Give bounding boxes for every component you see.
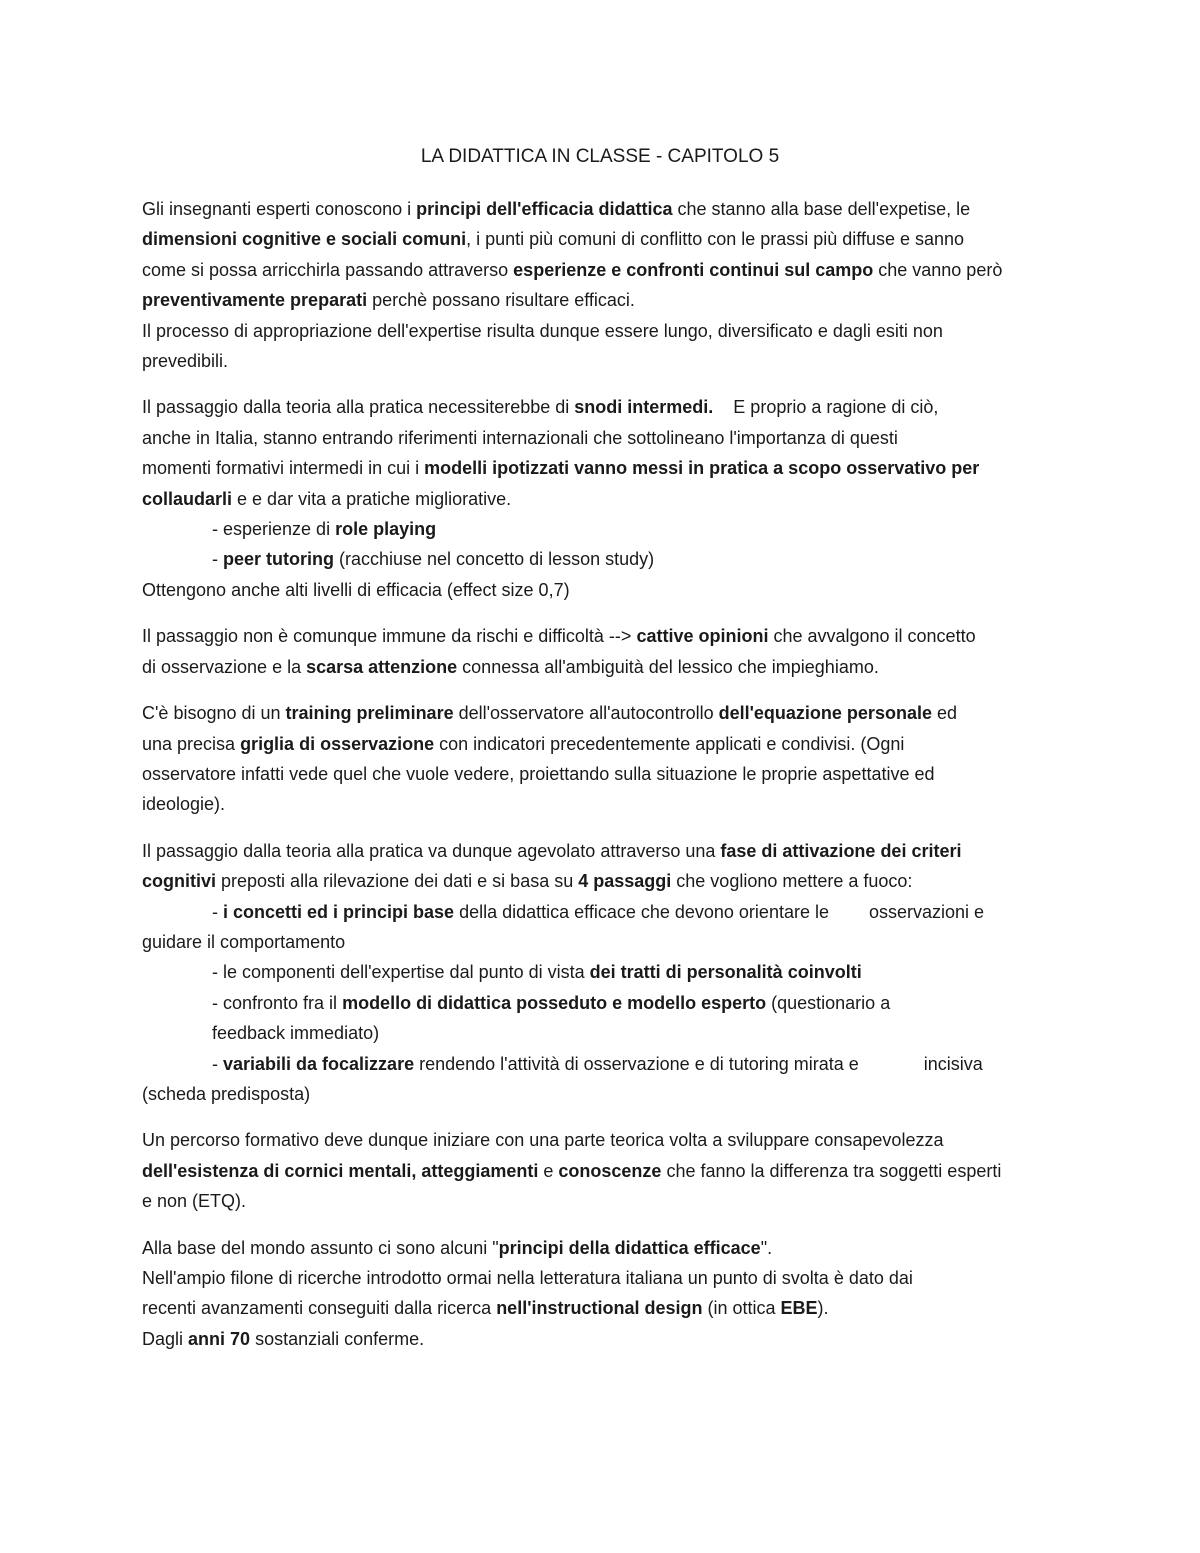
bold-text: modello di didattica posseduto e modello esperto — [342, 992, 767, 1013]
text-run: (in ottica — [702, 1298, 781, 1319]
text-line — [142, 1125, 1062, 1155]
bold-text: collaudarli — [142, 488, 233, 509]
text-run: che vanno però — [873, 259, 1003, 280]
text-run: Il processo di appropriazione dell'expertise risulta dunque essere lungo, diversificato e dagli esiti non — [142, 320, 943, 341]
text-line — [142, 224, 1062, 254]
text-line — [142, 927, 1062, 957]
bold-text: fase di attivazione dei criteri — [720, 840, 962, 861]
bold-text: griglia di osservazione — [240, 733, 435, 754]
text-run: - le componenti dell'expertise dal punto di vista — [212, 962, 590, 983]
text-line — [142, 729, 1062, 759]
text-run: una precisa — [142, 733, 241, 754]
bold-text: dimensioni cognitive e sociali comuni — [142, 229, 467, 250]
paragraph — [142, 621, 1062, 682]
text-run: ". — [760, 1237, 773, 1258]
text-line — [142, 836, 1062, 866]
text-line — [142, 1079, 1062, 1109]
text-run: come si possa arricchirla passando attraverso — [142, 259, 514, 280]
list-item-line — [142, 957, 1062, 987]
text-run: E proprio a ragione di ciò, — [713, 397, 939, 418]
bold-text: variabili da focalizzare — [223, 1053, 415, 1074]
text-run: Dagli — [142, 1328, 189, 1349]
bold-text: principi della didattica efficace — [498, 1237, 761, 1258]
text-run: , i punti più comuni di conflitto con le prassi più diffuse e sanno — [466, 229, 965, 250]
text-line — [142, 423, 1062, 453]
text-run: che avvalgono il concetto — [768, 626, 976, 647]
text-line — [142, 255, 1062, 285]
text-run: perchè possano risultare efficaci. — [367, 290, 635, 311]
text-run: - esperienze di — [212, 519, 336, 540]
text-line — [142, 1186, 1062, 1216]
list-item-line — [142, 514, 1062, 544]
paragraph — [142, 392, 1062, 605]
text-line — [142, 316, 1062, 346]
text-line — [142, 1293, 1062, 1323]
text-run: dell'osservatore all'autocontrollo — [453, 703, 719, 724]
list-item-line — [142, 988, 1062, 1018]
paragraph — [142, 194, 1062, 376]
bold-text: EBE — [780, 1298, 818, 1319]
text-run: osservatore infatti vede quel che vuole vedere, proiettando sulla situazione le proprie aspettative ed — [142, 763, 935, 784]
bold-text: esperienze e confronti continui sul campo — [513, 259, 874, 280]
text-run: (questionario a — [766, 992, 891, 1013]
bold-text: anni 70 — [188, 1328, 251, 1349]
text-run: Gli insegnanti esperti conoscono i — [142, 199, 417, 219]
text-run: e e dar vita a pratiche migliorative. — [232, 488, 512, 509]
text-run: (racchiuse nel concetto di lesson study) — [334, 549, 655, 570]
text-line — [142, 759, 1062, 789]
text-line — [142, 652, 1062, 682]
text-line — [142, 392, 1062, 422]
text-run: momenti formativi intermedi in cui i — [142, 458, 425, 479]
bold-text: role playing — [335, 519, 437, 540]
list-item-line — [142, 1049, 1062, 1079]
text-line — [142, 194, 1062, 224]
text-line — [142, 346, 1062, 376]
text-run: che stanno alla base dell'expetise, le — [672, 199, 971, 219]
list-item-line — [142, 544, 1062, 574]
bold-text: dell'equazione personale — [718, 703, 932, 724]
text-run: Un percorso formativo deve dunque iniziare con una parte teorica volta a sviluppare consapevolezza — [142, 1130, 944, 1151]
paragraph — [142, 836, 1062, 1110]
text-run: - — [212, 549, 223, 570]
text-line — [142, 1156, 1062, 1186]
text-run: rendendo l'attività di osservazione e di tutoring mirata e incisiva — [414, 1053, 983, 1074]
text-run: di osservazione e la — [142, 656, 307, 677]
text-line — [142, 484, 1062, 514]
bold-text: nell'instructional design — [496, 1298, 703, 1319]
text-line — [142, 789, 1062, 819]
text-run: recenti avanzamenti conseguiti dalla ricerca — [142, 1298, 497, 1319]
bold-text: i concetti ed i principi base — [223, 901, 455, 922]
bold-text: cattive opinioni — [636, 626, 769, 647]
text-line — [142, 1263, 1062, 1293]
text-line — [142, 1233, 1062, 1263]
text-run: Il passaggio dalla teoria alla pratica necessiterebbe di — [142, 397, 575, 418]
text-run: C'è bisogno di un — [142, 703, 286, 724]
text-run: ed — [931, 703, 957, 724]
list-item-line — [142, 897, 1062, 927]
text-line — [142, 698, 1062, 728]
bold-text: cognitivi — [142, 871, 217, 892]
bold-text: principi dell'efficacia didattica — [416, 199, 673, 219]
text-line — [142, 1324, 1062, 1354]
bold-text: dei tratti di personalità coinvolti — [589, 962, 862, 983]
text-run: feedback immediato) — [212, 1023, 380, 1044]
bold-text: scarsa attenzione — [306, 656, 458, 677]
text-run: e — [538, 1160, 559, 1181]
text-run: Alla base del mondo assunto ci sono alcuni " — [142, 1237, 499, 1258]
text-run: Ottengono anche alti livelli di efficacia (effect size 0,7) — [142, 579, 570, 600]
text-line — [142, 621, 1062, 651]
text-run: ). — [817, 1298, 829, 1319]
bold-text: conoscenze — [558, 1160, 662, 1181]
document-body — [142, 194, 1062, 1370]
text-run: - — [212, 901, 223, 922]
list-item-line — [142, 1018, 1062, 1048]
text-run: - — [212, 1053, 223, 1074]
text-line — [142, 285, 1062, 315]
text-run: prevedibili. — [142, 351, 229, 372]
text-run: connessa all'ambiguità del lessico che impieghiamo. — [457, 656, 879, 677]
bold-text: preventivamente preparati — [142, 290, 368, 311]
bold-text: modelli ipotizzati vanno messi in pratica a scopo osservativo per — [424, 458, 980, 479]
text-run: guidare il comportamento — [142, 931, 346, 952]
text-run: anche in Italia, stanno entrando riferimenti internazionali che sottolineano l'importanza di questi — [142, 427, 898, 448]
text-run: della didattica efficace che devono orientare le osservazioni e — [454, 901, 985, 922]
text-run: e non (ETQ). — [142, 1191, 247, 1212]
text-run: - confronto fra il — [212, 992, 343, 1013]
bold-text: dell'esistenza di cornici mentali, atteggiamenti — [142, 1160, 539, 1181]
text-run: (scheda predisposta) — [142, 1083, 311, 1104]
text-run: con indicatori precedentemente applicati e condivisi. (Ogni — [434, 733, 905, 754]
text-run: sostanziali conferme. — [250, 1328, 425, 1349]
text-line — [142, 453, 1062, 483]
text-run: Il passaggio non è comunque immune da rischi e difficoltà --> — [142, 626, 637, 647]
paragraph — [142, 1233, 1062, 1355]
text-run: preposti alla rilevazione dei dati e si basa su — [216, 871, 579, 892]
bold-text: snodi intermedi. — [574, 397, 714, 418]
text-run: Il passaggio dalla teoria alla pratica va dunque agevolato attraverso una — [142, 840, 721, 861]
text-run: che vogliono mettere a fuoco: — [671, 871, 913, 892]
bold-text: training preliminare — [285, 703, 454, 724]
text-run: Nell'ampio filone di ricerche introdotto ormai nella letteratura italiana un punto di svolta è dato dai — [142, 1268, 913, 1288]
text-line — [142, 575, 1062, 605]
text-run: che fanno la differenza tra soggetti esperti — [661, 1160, 1002, 1181]
bold-text: peer tutoring — [223, 549, 334, 570]
page-title: LA DIDATTICA IN CLASSE - CAPITOLO 5 — [420, 146, 780, 167]
bold-text: 4 passaggi — [578, 871, 672, 892]
text-line — [142, 866, 1062, 896]
text-run: ideologie). — [142, 794, 226, 815]
paragraph — [142, 698, 1062, 820]
paragraph — [142, 1125, 1062, 1216]
